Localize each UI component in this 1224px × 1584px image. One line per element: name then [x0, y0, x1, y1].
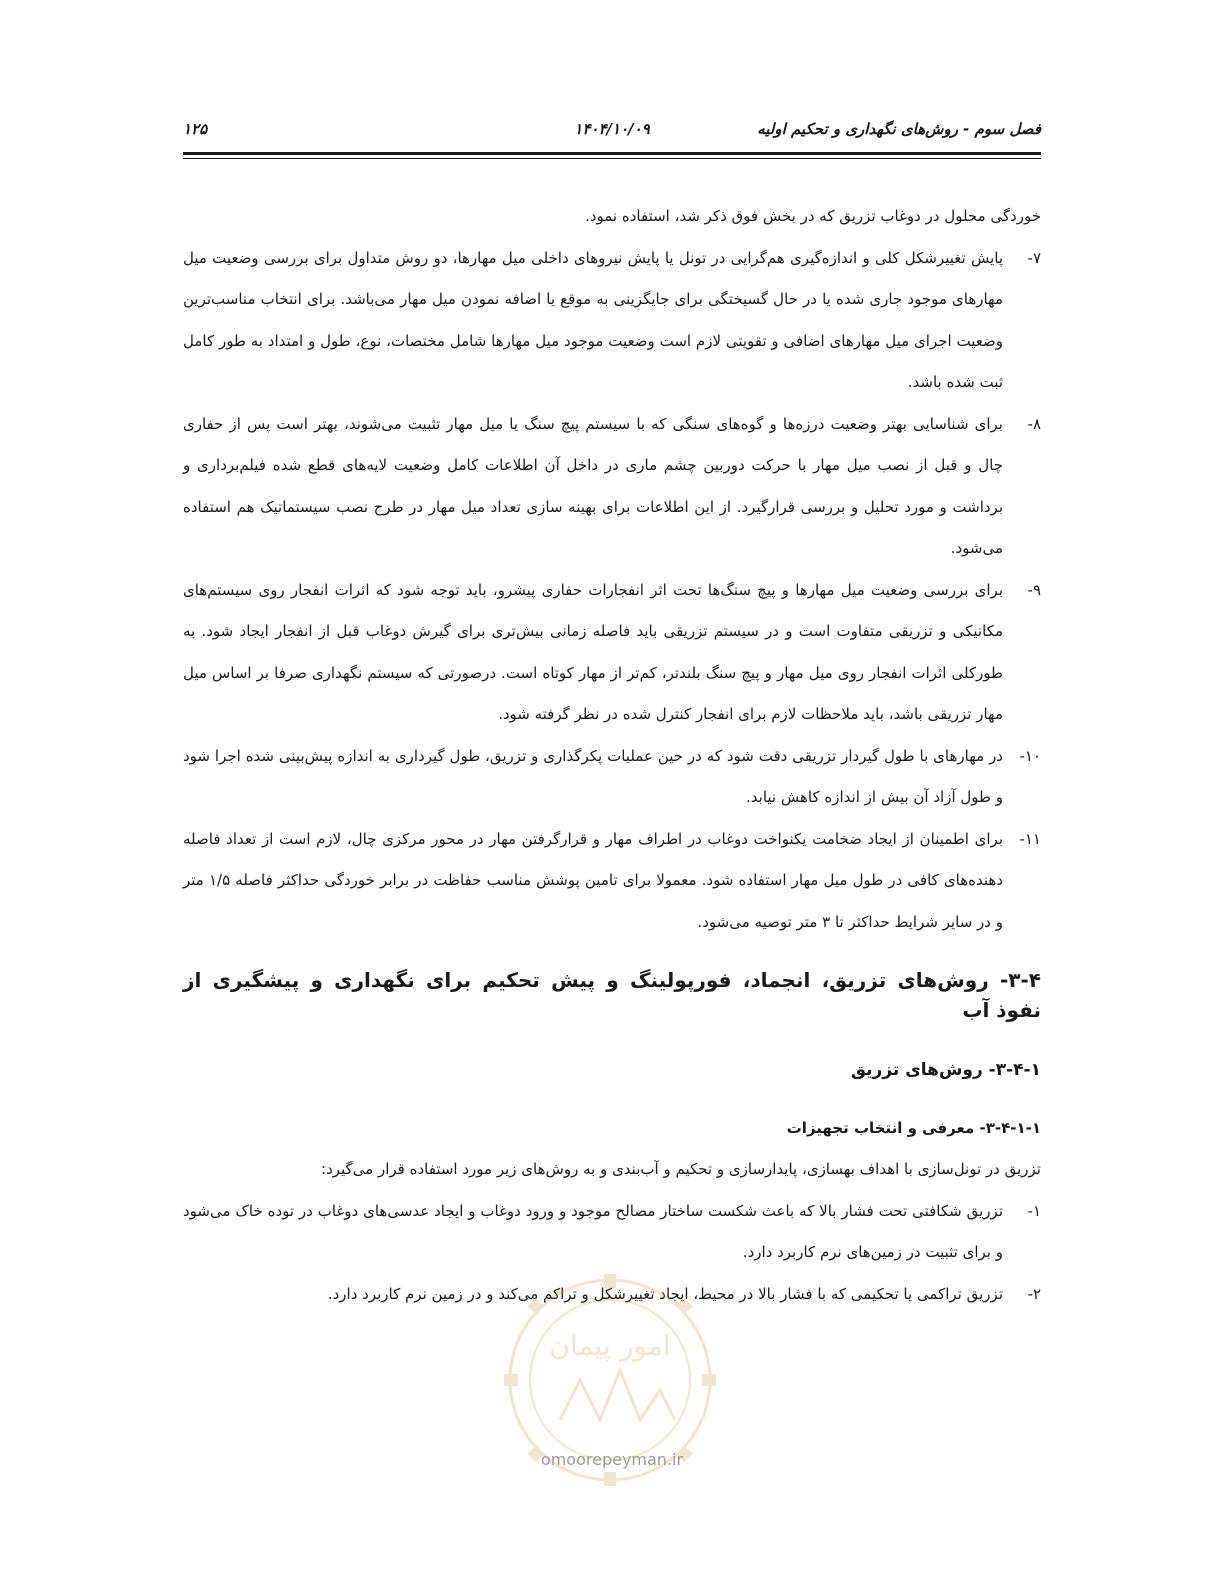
subsection-heading: ۳-۴-۱- روش‌های تزریق: [850, 1060, 1041, 1080]
subsection-intro: تزریق در تونل‌سازی با اهداف بهسازی، پایدارسازی و تحکیم و آب‌بندی و به روش‌های زیر مورد استفاده قرار می‌گیرد:: [321, 1160, 1041, 1178]
list-item: [183, 1191, 1041, 1274]
header-date: ۱۴۰۴/۱۰/۰۹: [574, 120, 650, 138]
list-item: [183, 736, 1041, 819]
watermark-site: omoorepeyman.ir: [540, 1450, 684, 1469]
item-text: برای شناسایی بهتر وضعیت درزه‌ها و گوه‌های سنگی که با سیستم پیچ سنگ یا میل مهار تثبیت می‌شوند، بهتر است پس از حفاری چال و قبل از نصب میل مهار با حرکت دوربین چشم ماری در داخل آن اطلاعات کامل وضعیت لایه‌های قطع شده فیلم‌برداری و برداشت و مورد تحلیل و بررسی قرارگیرد. از این اطلاعات برای بهینه سازی تعداد میل مهار در طرح نصب سیستماتیک هم استفاده می‌شود.: [183, 414, 1003, 557]
list-item: [183, 404, 1041, 570]
watermark-logo-text: امور پیمان: [549, 1329, 671, 1362]
item-number: ۱-: [1027, 1201, 1041, 1220]
item-number: ۸-: [1027, 414, 1041, 433]
item-number: ۱۰-: [1019, 746, 1041, 765]
item-text: برای بررسی وضعیت میل مهارها و پیچ سنگ‌ها تحت اثر انفجارات حفاری پیشرو، باید توجه شود که اثرات انفجار روی سیستم‌های مکانیکی و تزریقی متفاوت است و در سیستم تزریقی باید فاصله زمانی بیش‌تری برای گیرش دوغاب قبل از انفجار ایجاد شود. به طورکلی اثرات انفجار روی میل مهار و پیچ سنگ بلندتر، کم‌تر از مهار کوتاه است. درصورتی که سیستم نگهداری صرفا بر اساس میل مهار تزریقی باشد، باید ملاحظات لازم برای انفجار کنترل شده در نظر گرفته شود.: [183, 580, 1003, 723]
header-rule-thick: [183, 152, 1041, 155]
item-text: پایش تغییرشکل کلی و اندازه‌گیری هم‌گرایی در تونل یا پایش نیروهای داخلی میل مهارها، دو روش متداول برای بررسی وضعیت میل مهارهای موجود جاری شده یا در حال گسیختگی برای جایگزینی به موقع یا اضافه نمودن میل مهار می‌باشد. برای انتخاب مناسب‌ترین وضعیت اجرای میل مهارهای اضافی و تقویتی لازم است وضعیت موجود میل مهارها شامل مختصات، نوع، طول و امتداد به طور کامل ثبت شده باشد.: [183, 248, 1003, 391]
intro-paragraph: خوردگی محلول در دوغاب تزریق که در بخش فوق ذکر شد، استفاده نمود.: [585, 207, 1041, 225]
item-number: ۲-: [1027, 1284, 1041, 1303]
item-number: ۷-: [1027, 248, 1041, 267]
document-body: [183, 196, 1041, 1315]
item-number: ۹-: [1027, 580, 1041, 599]
item-text: تزریق شکافتی تحت فشار بالا که باعث شکست ساختار مصالح موجود و ورود دوغاب و ایجاد عدسی‌های دوغاب در توده خاک می‌شود و برای تثبیت در زمین‌های نرم کاربرد دارد.: [183, 1201, 1003, 1261]
subsubsection-heading: ۳-۴-۱-۱- معرفی و انتخاب تجهیزات: [786, 1119, 1041, 1137]
chapter-title: فصل سوم - روش‌های نگهداری و تحکیم اولیه: [757, 120, 1041, 138]
item-text: برای اطمینان از ایجاد ضخامت یکنواخت دوغاب در اطراف مهار و قرارگرفتن مهار در محور مرکزی چال، لازم است از تعداد فاصله دهنده‌های کافی در طول میل مهار استفاده شود. معمولا برای تامین پوشش مناسب حفاظت در برابر خوردگی حداکثر فاصله ۱/۵ متر و در سایر شرایط حداکثر تا ۳ متر توصیه می‌شود.: [183, 829, 1003, 931]
item-text: در مهارهای با طول گیردار تزریقی دقت شود که در حین عملیات پکرگذاری و تزریق، طول گیرداری به اندازه پیش‌بینی شده اجرا شود و طول آزاد آن بیش از اندازه کاهش نیابد.: [183, 746, 1003, 806]
item-number: ۱۱-: [1019, 829, 1041, 848]
header-rule-thin: [183, 158, 1041, 159]
section-heading: ۳-۴- روش‌های تزریق، انجماد، فورپولینگ و پیش تحکیم برای نگهداری و پیشگیری از نفوذ آب: [183, 968, 1041, 1022]
list-item: [183, 238, 1041, 404]
list-item: [183, 570, 1041, 736]
list-item: [183, 819, 1041, 944]
page-number: ۱۲۵: [183, 120, 208, 138]
item-text: تزریق تراکمی یا تحکیمی که با فشار بالا در محیط، ایجاد تغییرشکل و تراکم می‌کند و در زمین نرم کاربرد دارد.: [327, 1284, 1003, 1303]
page-header: [183, 120, 1041, 146]
